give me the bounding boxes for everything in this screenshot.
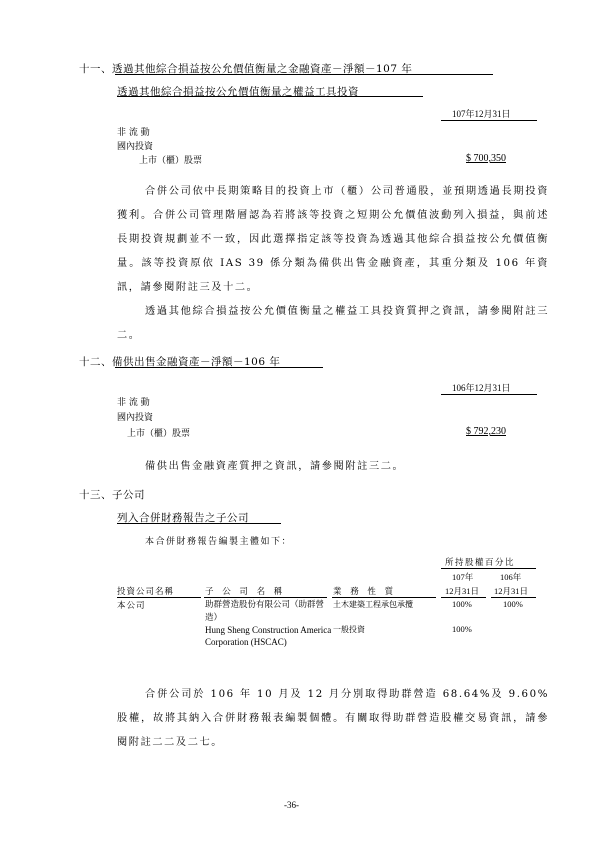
date-underline (441, 394, 537, 395)
row1-investor: 本公司 (117, 601, 146, 611)
section-12-heading: 十二、備供出售金融資產－淨額－106 年 (79, 356, 281, 368)
row1-percent-107: 100% (452, 599, 472, 609)
section-13-subheading: 列入合併財務報告之子公司 (117, 512, 249, 524)
section-11-heading: 十一、透過其他綜合損益按公允價值衡量之金融資產－淨額－107 年 (79, 63, 413, 75)
col-investor-header: 投資公司名稱 (117, 587, 175, 597)
page-number: -36- (284, 800, 299, 810)
listed-stock-label: 上市（櫃）股票 (127, 429, 191, 439)
section-11-subheading: 透過其他綜合損益按公允價值衡量之權益工具投資 (117, 86, 359, 98)
row1-percent-106: 100% (503, 599, 523, 609)
heading-underline (115, 74, 493, 75)
header-underline (441, 597, 486, 598)
table-intro: 本合併財務報告編製主體如下： (145, 537, 293, 547)
date-underline (441, 120, 537, 121)
listed-stock-value: $ 792,230 (466, 426, 506, 437)
col-business-header: 業 務 性 質 (333, 587, 397, 597)
section-11-pledge-note: 透過其他綜合損益按公允價值衡量之權益工具投資質押之資訊，請參閱附註三二。 (117, 306, 549, 341)
row2-subsidiary: Hung Sheng Construction America Corporation (HSCAC) (205, 625, 332, 647)
heading-underline (115, 367, 323, 368)
ownership-percent-header: 所持股權百分比 (445, 558, 516, 568)
noncurrent-label: 非 流 動 (117, 128, 150, 138)
header-underline (441, 568, 536, 569)
domestic-label: 國內投資 (117, 142, 154, 152)
row1-business: 土木建築工程承包承攬 (333, 600, 413, 609)
section-12-pledge-note: 備供出售金融資產質押之資訊，請參閱附註三二。 (145, 461, 405, 472)
subheading-underline (117, 523, 281, 524)
header-underline (491, 597, 536, 598)
listed-stock-value: $ 700,350 (466, 153, 506, 164)
header-underline (332, 597, 436, 598)
year-106-header: 106年 (500, 572, 522, 582)
listed-stock-label: 上市（櫃）股票 (139, 156, 203, 166)
header-underline (204, 597, 327, 598)
col-date-107: 12月31日 (445, 586, 480, 596)
section-13-heading: 十三、子公司 (79, 489, 145, 501)
header-underline (117, 597, 201, 598)
col-date-106: 12月31日 (494, 586, 529, 596)
subheading-underline (117, 96, 423, 97)
col-subsidiary-header: 子 公 司 名 稱 (205, 587, 286, 597)
noncurrent-label: 非 流 動 (117, 398, 150, 408)
row1-subsidiary: 助群營造股份有限公司（助群營造） (205, 600, 325, 623)
row2-percent-107: 100% (452, 624, 472, 634)
date-header-107: 107年12月31日 (452, 109, 511, 119)
row2-business: 一般投資 (333, 625, 365, 634)
domestic-label: 國內投資 (117, 413, 154, 423)
year-107-header: 107年 (452, 572, 474, 582)
date-header-106: 106年12月31日 (452, 383, 511, 393)
section-13-paragraph: 合併公司於 106 年 10 月及 12 月分別取得助群營造 68.64%及 9.60%股權，故將其納入合併財務報表編製個體。有關取得助群營造股權交易資訊，請參閱附註二二及二七。 (117, 689, 549, 748)
section-11-paragraph: 合併公司依中長期策略目的投資上市（櫃）公司普通股，並預期透過長期投資獲利。合併公司管理階層認為若將該等投資之短期公允價值波動列入損益，與前述長期投資規劃並不一致，因此選擇指定該等投資為透過其他綜合損益按公允價值衡量。該等投資原依 IAS 39 係分類為備供出售金融資產，其重分類及 106 年資訊，請參閱附註三及十二。 (117, 186, 549, 293)
